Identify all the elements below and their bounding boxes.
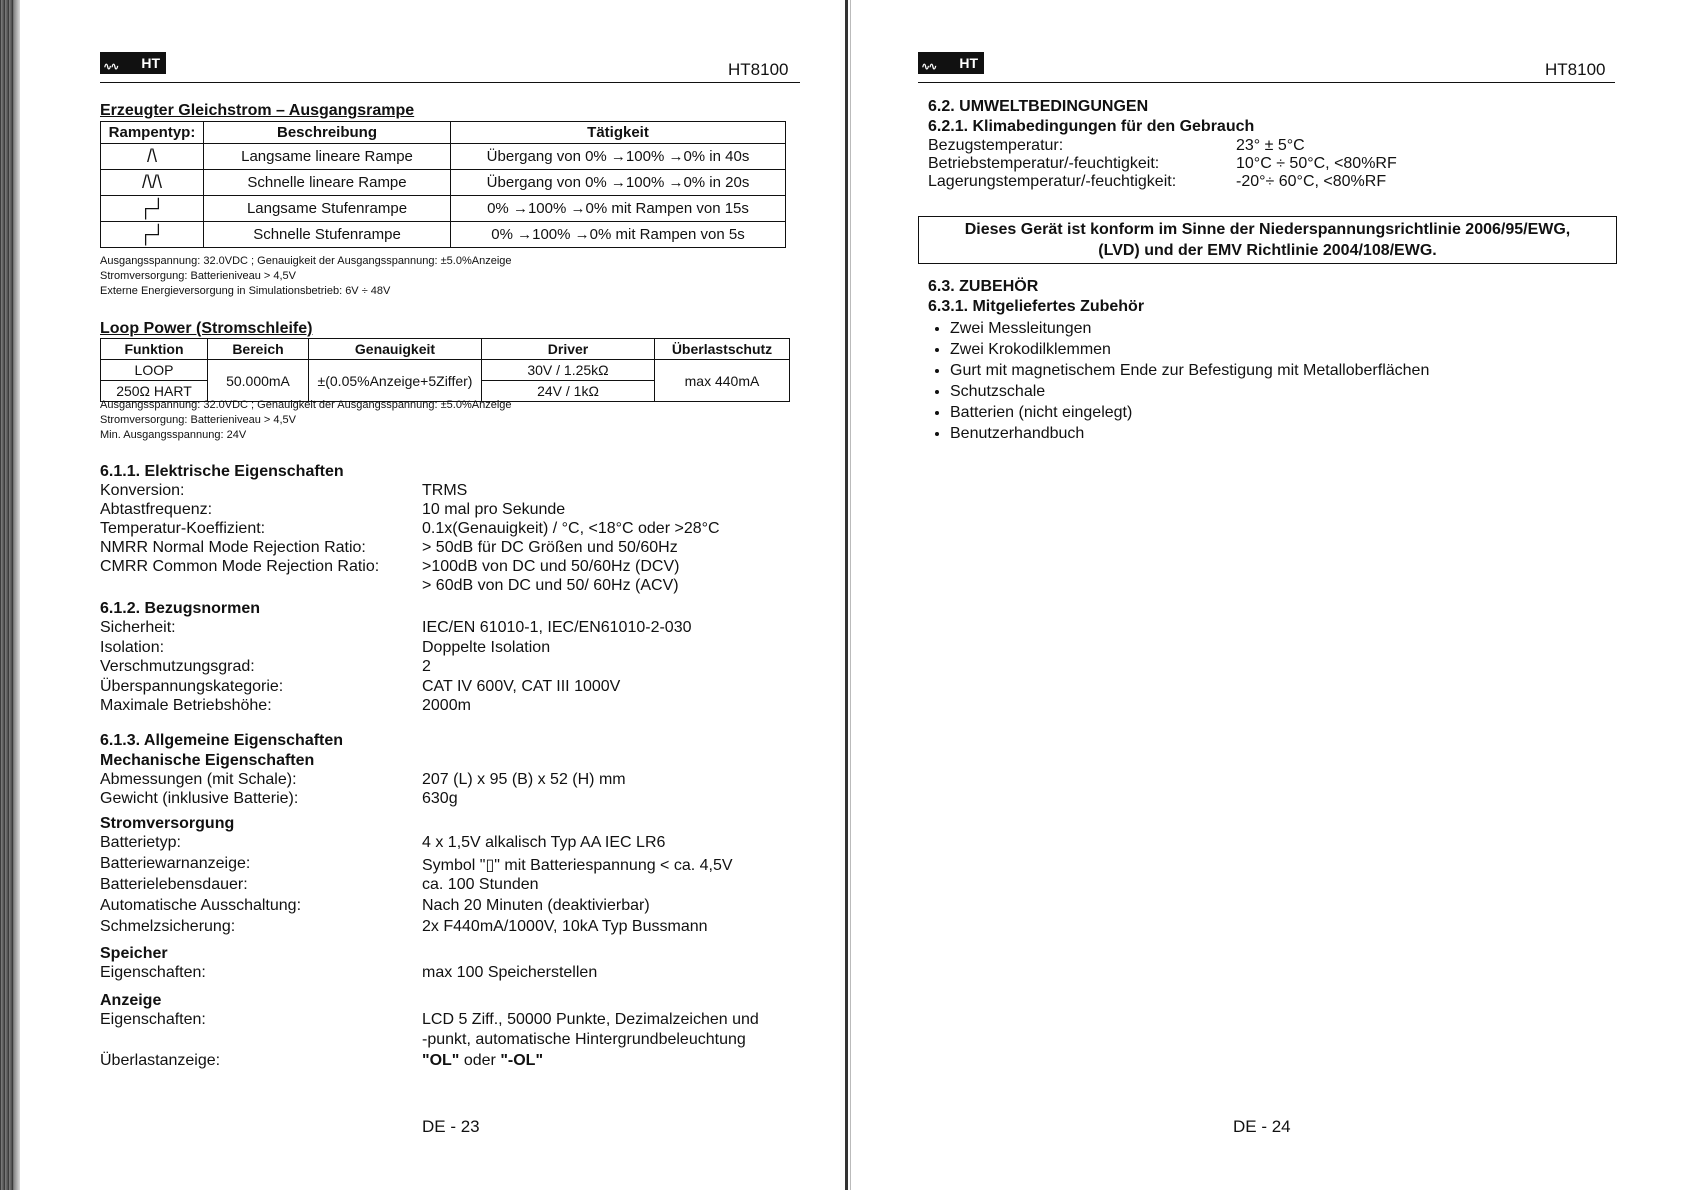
section-631-title: 6.3.1. Mitgeliefertes Zubehör <box>928 298 1145 315</box>
ol-text: "OL" <box>422 1052 460 1069</box>
note: Stromversorgung: Batterieniveau > 4,5V <box>100 414 296 426</box>
loop-driver: 30V / 1.25kΩ <box>482 360 655 381</box>
spec-label: NMRR Normal Mode Rejection Ratio: <box>100 539 366 556</box>
display-value: -punkt, automatische Hintergrundbeleuchtung <box>422 1031 746 1048</box>
ramp-action: 0% →100% →0% mit Rampen von 15s <box>451 196 786 222</box>
display-label: Eigenschaften: <box>100 1011 206 1028</box>
section-621-title: 6.2.1. Klimabedingungen für den Gebrauch <box>928 118 1255 135</box>
conformity-box <box>918 216 1617 264</box>
spec-label: Automatische Ausschaltung: <box>100 897 302 914</box>
accessory-list <box>928 318 1429 444</box>
spec-label: Temperatur-Koeffizient: <box>100 520 266 537</box>
wave-icon: ∿∿ <box>921 61 936 73</box>
loop-driver: 24V / 1kΩ <box>482 381 655 402</box>
note: Ausgangsspannung: 32.0VDC ; Genauigkeit der Ausgangsspannung: ±5.0%Anzeige <box>100 255 512 267</box>
ramp-header: Beschreibung <box>204 122 451 144</box>
spec-label: Abmessungen (mit Schale): <box>100 771 297 788</box>
display-title: Anzeige <box>100 992 162 1009</box>
logo-text: HT <box>959 55 978 71</box>
ramp-notes <box>100 254 512 299</box>
ramp-desc: Langsame Stufenrampe <box>204 196 451 222</box>
ramp-action: 0% →100% →0% mit Rampen von 5s <box>451 222 786 248</box>
loop-func: LOOP <box>101 360 208 381</box>
spec-label: CMRR Common Mode Rejection Ratio: <box>100 558 380 575</box>
page-number: DE - 24 <box>1233 1117 1291 1136</box>
section-612-title: 6.1.2. Bezugsnormen <box>100 600 261 617</box>
loop-header: Genauigkeit <box>309 339 482 360</box>
scan-edge-shadow <box>14 0 20 1190</box>
spec-label: Sicherheit: <box>100 619 176 636</box>
ramp-header: Tätigkeit <box>451 122 786 144</box>
spec-value: -20°÷ 60°C, <80%RF <box>1236 173 1387 190</box>
spec-label: Lagerungstemperatur/-feuchtigkeit: <box>928 173 1177 190</box>
spec-value: IEC/EN 61010-1, IEC/EN61010-2-030 <box>422 619 692 636</box>
section-63-title: 6.3. ZUBEHÖR <box>928 278 1039 295</box>
header-rule <box>918 82 1615 83</box>
mech-title: Mechanische Eigenschaften <box>100 752 315 769</box>
fast-linear-ramp-icon: /\/\ <box>101 170 204 196</box>
page-fold-shadow <box>850 0 851 1190</box>
spec-label: Batterielebensdauer: <box>100 876 248 893</box>
left-page <box>100 0 800 1190</box>
spec-value: > 60dB von DC und 50/ 60Hz (ACV) <box>422 577 679 594</box>
slow-step-ramp-icon: ┌┘ <box>101 196 204 222</box>
loop-overload: max 440mA <box>655 360 790 402</box>
header-rule <box>100 82 800 83</box>
wave-icon: ∿∿ <box>103 61 118 73</box>
memory-title: Speicher <box>100 945 168 962</box>
spec-value: Doppelte Isolation <box>422 638 551 656</box>
list-item: • Zwei Krokodilklemmen <box>950 339 1429 360</box>
ht-logo <box>100 52 166 74</box>
right-page <box>918 0 1630 1190</box>
ramp-title: Erzeugter Gleichstrom – Ausgangsrampe <box>100 102 415 119</box>
spec-value: 2000m <box>422 697 471 714</box>
slow-linear-ramp-icon: /\ <box>101 144 204 170</box>
table-row <box>101 170 786 196</box>
spec-label: Betriebstemperatur/-feuchtigkeit: <box>928 155 1160 172</box>
spec-label: Maximale Betriebshöhe: <box>100 697 272 714</box>
loop-title: Loop Power (Stromschleife) <box>100 320 313 337</box>
table-row <box>101 360 790 381</box>
note: Ausgangsspannung: 32.0VDC ; Genauigkeit der Ausgangsspannung: ±5.0%Anzeige <box>100 399 512 411</box>
loop-notes <box>100 398 512 443</box>
ramp-action: Übergang von 0% →100% →0% in 20s <box>451 170 786 196</box>
spec-value: 4 x 1,5V alkalisch Typ AA IEC LR6 <box>422 834 666 851</box>
model-name: HT8100 <box>1545 60 1606 79</box>
spec-value: max 100 Speicherstellen <box>422 964 598 981</box>
spec-value: ca. 100 Stunden <box>422 876 539 893</box>
loop-header: Driver <box>482 339 655 360</box>
spec-value: 207 (L) x 95 (B) x 52 (H) mm <box>422 771 626 788</box>
logo-text: HT <box>141 55 160 71</box>
overload-label: Überlastanzeige: <box>100 1052 221 1069</box>
ramp-desc: Schnelle Stufenrampe <box>204 222 451 248</box>
ramp-desc: Schnelle lineare Rampe <box>204 170 451 196</box>
spec-label: Gewicht (inklusive Batterie): <box>100 790 299 807</box>
spec-value: 0.1x(Genauigkeit) / °C, <18°C oder >28°C <box>422 520 720 537</box>
note: Min. Ausgangsspannung: 24V <box>100 429 247 441</box>
spec-label: Isolation: <box>100 638 165 656</box>
spec-label: Eigenschaften: <box>100 964 206 981</box>
table-row <box>101 144 786 170</box>
loop-range: 50.000mA <box>208 360 309 402</box>
display-value: LCD 5 Ziff., 50000 Punkte, Dezimalzeichen und <box>422 1011 759 1028</box>
loop-accuracy: ±(0.05%Anzeige+5Ziffer) <box>309 360 482 402</box>
ramp-desc: Langsame lineare Rampe <box>204 144 451 170</box>
spec-value: 630g <box>422 790 458 807</box>
note: Stromversorgung: Batterieniveau > 4,5V <box>100 270 296 282</box>
list-item: • Schutzschale <box>950 381 1429 402</box>
section-62-title: 6.2. UMWELTBEDINGUNGEN <box>928 98 1149 115</box>
spec-label: Batteriewarnanzeige: <box>100 855 251 872</box>
model-name: HT8100 <box>728 60 789 79</box>
ramp-table <box>100 121 786 248</box>
conformity-line: (LVD) und der EMV Richtlinie 2004/108/EWG. <box>1098 242 1437 259</box>
list-item: • Batterien (nicht eingelegt) <box>950 402 1429 423</box>
ol-sep: oder <box>459 1052 501 1069</box>
spec-label: Batterietyp: <box>100 834 181 851</box>
table-row <box>101 196 786 222</box>
spec-value: >100dB von DC und 50/60Hz (DCV) <box>422 558 680 575</box>
overload-value <box>422 1052 543 1070</box>
spec-value: Symbol "▯" mit Batteriespannung < ca. 4,5V <box>422 857 733 874</box>
list-item: • Zwei Messleitungen <box>950 318 1429 339</box>
spec-value: TRMS <box>422 482 468 499</box>
section-613-title: 6.1.3. Allgemeine Eigenschaften <box>100 732 344 749</box>
spec-value: 10°C ÷ 50°C, <80%RF <box>1236 155 1397 172</box>
ramp-action: Übergang von 0% →100% →0% in 40s <box>451 144 786 170</box>
list-item: • Gurt mit magnetischem Ende zur Befestigung mit Metalloberflächen <box>950 360 1429 381</box>
spec-value: 23° ± 5°C <box>1236 137 1305 154</box>
neg-ol-text: "-OL" <box>500 1052 544 1069</box>
loop-header: Überlastschutz <box>655 339 790 360</box>
scan-edge <box>0 0 14 1190</box>
page-number: DE - 23 <box>422 1117 480 1136</box>
spec-label: Überspannungskategorie: <box>100 677 284 695</box>
spec-value: > 50dB für DC Größen und 50/60Hz <box>422 539 678 556</box>
fast-step-ramp-icon: ┌┘ <box>101 222 204 248</box>
ht-logo <box>918 52 984 74</box>
page-fold <box>845 0 848 1190</box>
spec-label: Schmelzsicherung: <box>100 918 236 935</box>
spec-value: 2 <box>422 658 431 675</box>
conformity-line: Dieses Gerät ist konform im Sinne der Niederspannungsrichtlinie 2006/95/EWG, <box>964 221 1571 238</box>
spec-value: Nach 20 Minuten (deaktivierbar) <box>422 897 650 914</box>
note: Externe Energieversorgung in Simulationsbetrieb: 6V ÷ 48V <box>100 285 391 297</box>
spec-value: 2x F440mA/1000V, 10kA Typ Bussmann <box>422 918 708 935</box>
loop-func: 250Ω HART <box>101 381 208 402</box>
table-row <box>101 222 786 248</box>
list-item: • Benutzerhandbuch <box>950 423 1429 444</box>
spec-value: CAT IV 600V, CAT III 1000V <box>422 677 621 695</box>
spec-label: Konversion: <box>100 482 185 499</box>
spec-label: Bezugstemperatur: <box>928 137 1064 154</box>
loop-table <box>100 338 790 402</box>
loop-header: Funktion <box>101 339 208 360</box>
spec-label: Abtastfrequenz: <box>100 501 213 518</box>
ramp-header: Rampentyp: <box>101 122 204 144</box>
spec-value: 10 mal pro Sekunde <box>422 501 566 518</box>
spec-label: Verschmutzungsgrad: <box>100 658 255 675</box>
section-611-title: 6.1.1. Elektrische Eigenschaften <box>100 463 344 480</box>
loop-header: Bereich <box>208 339 309 360</box>
power-title: Stromversorgung <box>100 815 235 832</box>
